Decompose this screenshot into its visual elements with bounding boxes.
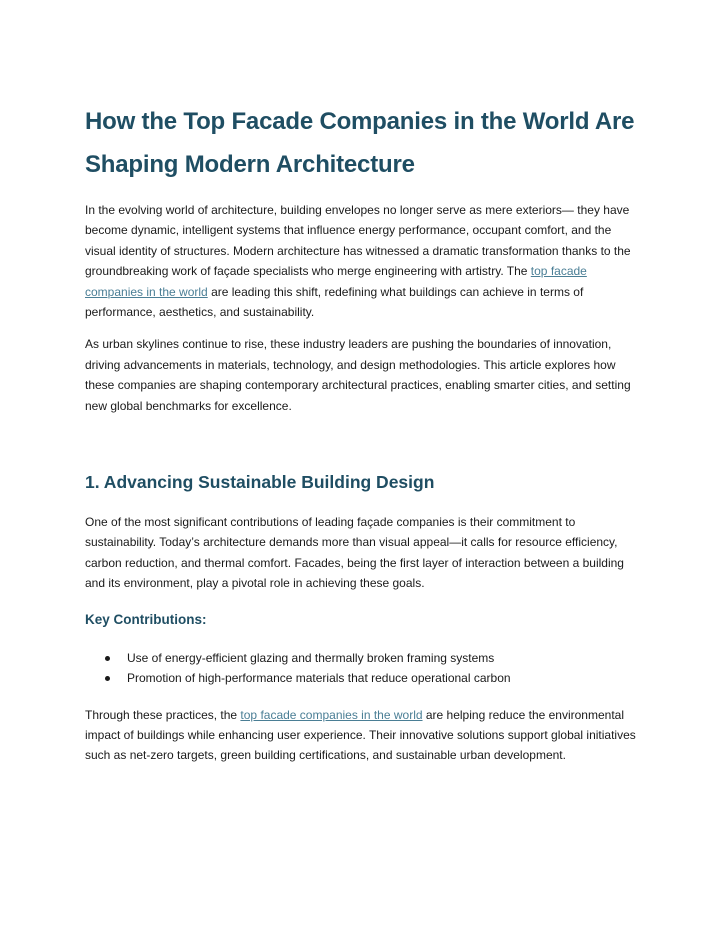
section-1-paragraph-2-text-start: Through these practices, the xyxy=(85,707,241,722)
bullet-icon xyxy=(105,656,110,661)
bullet-icon xyxy=(105,676,110,681)
section-1-paragraph-1: One of the most significant contributions of leading façade companies is their commitment to sustainability. Today’s architecture demands more than visual appeal—it calls for resource efficiency, carbon reduction, and thermal comfort. Facades, being the first layer of interaction between a building and its environment, play a pivotal role in achieving these goals. xyxy=(85,515,624,591)
section-1-paragraph-2 xyxy=(85,705,645,766)
top-facade-companies-link-2[interactable]: top facade companies in the world xyxy=(240,707,423,722)
list-item xyxy=(85,668,645,688)
intro-paragraph-1-text-start: In the evolving world of architecture, building envelopes no longer serve as mere exteriors— they have become dynamic, intelligent systems that influence energy performance, occupant comfort, and the visual identity of structures. Modern architecture has witnessed a dramatic transformation thanks to the groundbreaking work of façade specialists who merge engineering with artistry. The xyxy=(85,203,631,279)
intro-paragraph-1 xyxy=(85,200,645,322)
page-title: How the Top Facade Companies in the World Are Shaping Modern Architecture xyxy=(85,108,635,178)
document-page xyxy=(85,100,645,766)
list-item xyxy=(85,648,645,668)
top-facade-companies-link-1[interactable]: top facade companies in the world xyxy=(85,264,587,299)
list-item-text: Use of energy-efficient glazing and thermally broken framing systems xyxy=(127,650,495,665)
intro-paragraph-1-text-end: are leading this shift, redefining what buildings can achieve in terms of performance, aesthetics, and sustainability. xyxy=(85,284,584,320)
intro-paragraph-2: As urban skylines continue to rise, these industry leaders are pushing the boundaries of innovation, driving advancements in materials, technology, and design methodologies. This article explores how these companies are shaping contemporary architectural practices, enabling smarter cities, and setting new global benchmarks for excellence. xyxy=(85,337,631,413)
section-1-paragraph-2-text-end: are helping reduce the environmental impact of buildings while enhancing user experience. Their innovative solutions support global initiatives such as net-zero targets, green building certifications, and sustainable urban development. xyxy=(85,707,636,763)
section-1-heading: 1. Advancing Sustainable Building Design xyxy=(85,472,435,493)
list-item-text: Promotion of high-performance materials that reduce operational carbon xyxy=(127,671,511,686)
key-contributions-heading: Key Contributions: xyxy=(85,611,207,627)
key-contributions-list xyxy=(85,648,645,689)
